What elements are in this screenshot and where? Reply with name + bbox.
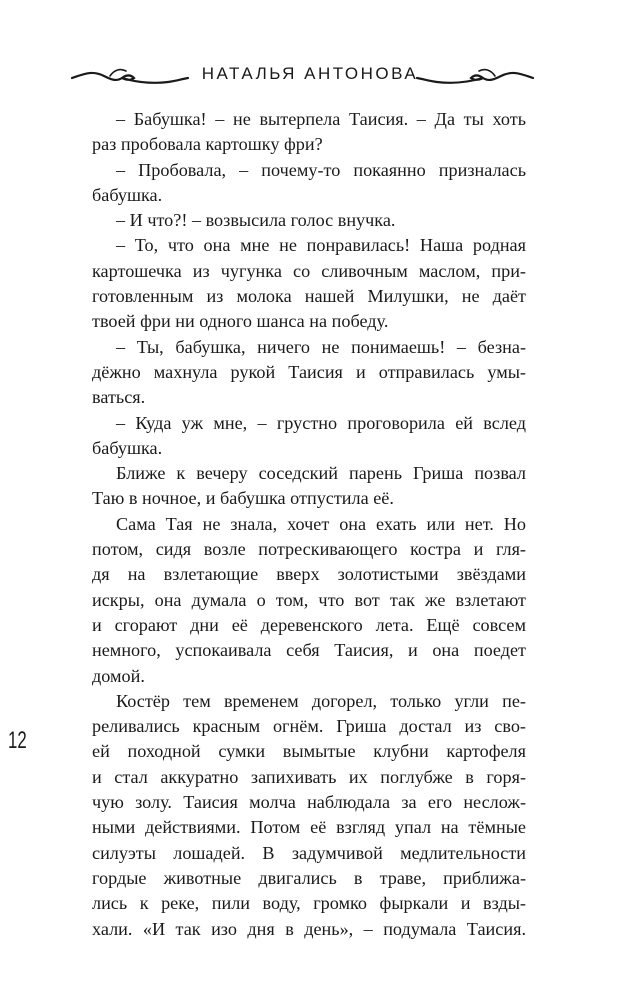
text-line: гордые животные двигались в траве, приближа-	[92, 867, 526, 888]
text-line: твоей фри ни одного шанса на победу.	[92, 311, 389, 332]
text-line: искры, она думала о том, что вот так же взлетают	[92, 589, 526, 610]
text-line: немного, успокаивала себя Таисия, и она поедет	[92, 640, 526, 661]
text-line: чую золу. Таисия молча наблюдала за его неслож-	[92, 792, 526, 813]
text-line: лись к реке, пили воду, громко фыркали и взды-	[92, 893, 526, 914]
text-line: дёжно махнула рукой Таисия и отправилась умы-	[92, 361, 526, 382]
text-line: хали. «И так изо дня в день», – подумала Таисия.	[92, 918, 526, 939]
text-line: – Бабушка! – не вытерпела Таисия. – Да ты хоть	[116, 109, 526, 129]
text-line: готовленным из молока нашей Милушки, не даёт	[92, 286, 526, 307]
paragraph	[92, 411, 526, 462]
paragraph	[92, 512, 526, 689]
text-line: Сама Тая не знала, хочет она ехать или нет. Но	[116, 513, 526, 534]
text-line: – И что?! – возвысила голос внучка.	[116, 210, 396, 231]
text-line: Таю в ночное, и бабушка отпустила её.	[92, 488, 394, 509]
right-flourish-ornament	[415, 66, 535, 92]
text-line: – То, что она мне не понравилась! Наша родная	[116, 235, 526, 256]
text-line: дя на взлетающие вверх золотистыми звёздами	[92, 564, 526, 585]
text-line: потом, сидя возле потрескивающего костра и гля-	[92, 539, 526, 560]
author-name: НАТАЛЬЯ АНТОНОВА	[201, 64, 419, 83]
text-line: Ближе к вечеру соседский парень Гриша позвал	[116, 463, 526, 484]
text-line: Костёр тем временем догорел, только угли пе-	[116, 690, 526, 711]
left-flourish-ornament	[70, 66, 190, 92]
paragraph	[92, 689, 526, 942]
text-line: бабушка.	[92, 437, 163, 458]
paragraph	[92, 107, 526, 158]
text-line: картошечка из чугунка со сливочным маслом, при-	[92, 260, 526, 281]
paragraph	[92, 335, 526, 411]
text-line: бабушка.	[92, 184, 163, 205]
text-line: – Пробовала, – почему-то покаянно призналась	[116, 159, 526, 180]
text-line: силуэты лошадей. В задумчивой медлительности	[92, 842, 526, 863]
text-line: и сгорают дни её деревенского лета. Ещё совсем	[92, 614, 526, 635]
running-header	[0, 58, 619, 98]
text-line: – Ты, бабушка, ничего не понимаешь! – безна-	[116, 336, 526, 357]
text-line: и стал аккуратно запихивать их поглубже в горя-	[92, 766, 526, 787]
text-line: – Куда уж мне, – грустно проговорила ей вслед	[116, 412, 526, 433]
text-line: ей походной сумки вымытые клубни картофеля	[92, 741, 526, 762]
text-line: домой.	[92, 665, 145, 686]
paragraph	[92, 208, 526, 233]
body-text	[92, 107, 526, 942]
text-line: реливались красным огнём. Гриша достал из сво-	[92, 716, 526, 737]
paragraph	[92, 158, 526, 209]
text-line: ваться.	[92, 387, 146, 408]
text-line: ными действиями. Потом её взгляд упал на тёмные	[92, 817, 526, 838]
paragraph	[92, 461, 526, 512]
page-number: 12	[8, 727, 27, 754]
text-line: раз пробовала картошку фри?	[92, 134, 323, 155]
paragraph	[92, 233, 526, 334]
